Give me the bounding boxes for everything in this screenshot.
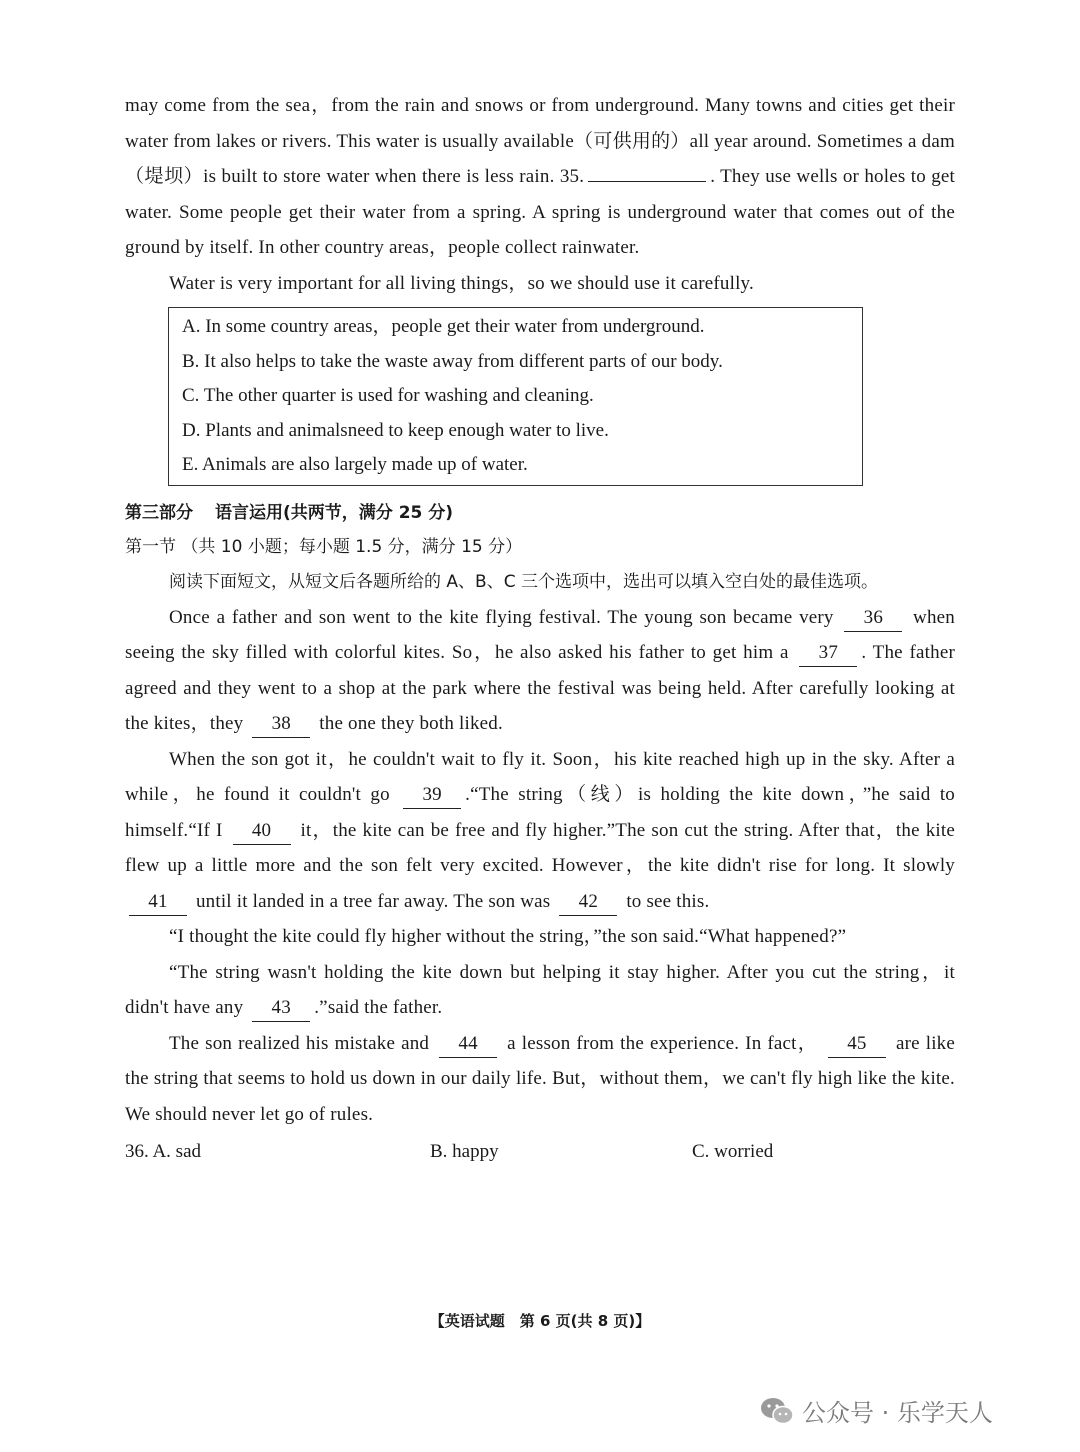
blank-35-label: 35. <box>559 166 585 187</box>
exam-page <box>125 88 955 1170</box>
blank-38[interactable]: 38 <box>252 711 310 738</box>
blank-42[interactable]: 42 <box>559 889 617 916</box>
cloze-paragraph: Once a father and son went to the kite flying festival. The young son became very 36 when seeing the sky filled with colorful kites. So，he also asked his father to get him a 37 . The father agreed and they went to a shop at the park where the festival was being held. After carefully looking at the kites，they 38 the one they both liked. <box>125 600 955 742</box>
blank-44[interactable]: 44 <box>439 1031 497 1058</box>
options-box <box>168 307 863 486</box>
blank-40[interactable]: 40 <box>233 818 291 845</box>
blank-39[interactable]: 39 <box>403 782 461 809</box>
cloze-paragraph: “The string wasn't holding the kite down but helping it stay higher. After you cut the string，it didn't have any 43 .”said the father. <box>125 955 955 1026</box>
blank-36[interactable]: 36 <box>844 605 902 632</box>
option-d: D. Plants and animalsneed to keep enough water to live. <box>182 419 609 441</box>
passage-paragraph: Water is very important for all living things，so we should use it carefully. <box>169 272 754 294</box>
option-b: B. It also helps to take the waste away from different parts of our body. <box>182 350 723 372</box>
part-title: 第三部分 语言运用(共两节，满分 25 分) <box>125 502 454 523</box>
blank-37[interactable]: 37 <box>799 640 857 667</box>
blank-35[interactable] <box>588 181 706 182</box>
blank-43[interactable]: 43 <box>252 995 310 1022</box>
cloze-paragraph: “I thought the kite could fly higher without the string，”the son said.“What happened?” <box>169 926 847 947</box>
option-e: E. Animals are also largely made up of water. <box>182 454 528 475</box>
option-c: C. The other quarter is used for washing and cleaning. <box>182 385 594 406</box>
cloze-paragraph: The son realized his mistake and 44 a lesson from the experience. In fact， 45 are like the string that seems to hold us down in our daily life. But，without them，we can't fly high like the kite. We should never let go of rules. <box>125 1032 956 1125</box>
passage-paragraph: may come from the sea，from the rain and snows or from underground. Many towns and cities get their water from lakes or rivers. This water is usually available（可供用的）all year around. Sometimes a dam（堤坝）is built to store water when there is less rain. 35. . They use wells or holes to get water. Some people get their water from a spring. A spring is underground water that comes out of the ground by itself. In other country areas，people collect rainwater. <box>125 95 956 258</box>
question-36-choices <box>125 1134 955 1170</box>
section-title: 第一节 （共 10 小题；每小题 1.5 分，满分 15 分） <box>125 536 523 557</box>
page-footer: 【英语试题 第 6 页(共 8 页)】 <box>429 1312 651 1330</box>
instruction: 阅读下面短文，从短文后各题所给的 A、B、C 三个选项中，选出可以填入空白处的最佳选项。 <box>169 571 878 592</box>
choice-a[interactable]: 36. A. sad <box>125 1141 201 1162</box>
cloze-paragraph: When the son got it，he couldn't wait to fly it. Soon，his kite reached high up in the sky. After a while，he found it couldn't go 39 .“The string（线）is holding the kite down，”he said to himself.“If I 40 it，the kite can be free and fly higher.”The son cut the string. After that，the kite flew up a little more and the son felt very excited. However，the kite didn't rise for long. It slowly 41 until it landed in a tree far away. The son was 42 to see this. <box>125 742 955 920</box>
wechat-icon <box>760 1396 794 1426</box>
choice-c[interactable]: C. worried <box>692 1141 774 1162</box>
blank-45[interactable]: 45 <box>828 1031 886 1058</box>
blank-41[interactable]: 41 <box>129 889 187 916</box>
watermark-text: 公众号 · 乐学天人 <box>802 1399 993 1427</box>
option-a: A. In some country areas，people get their water from underground. <box>182 316 705 337</box>
watermark <box>760 1393 993 1428</box>
choice-b[interactable]: B. happy <box>430 1141 499 1162</box>
